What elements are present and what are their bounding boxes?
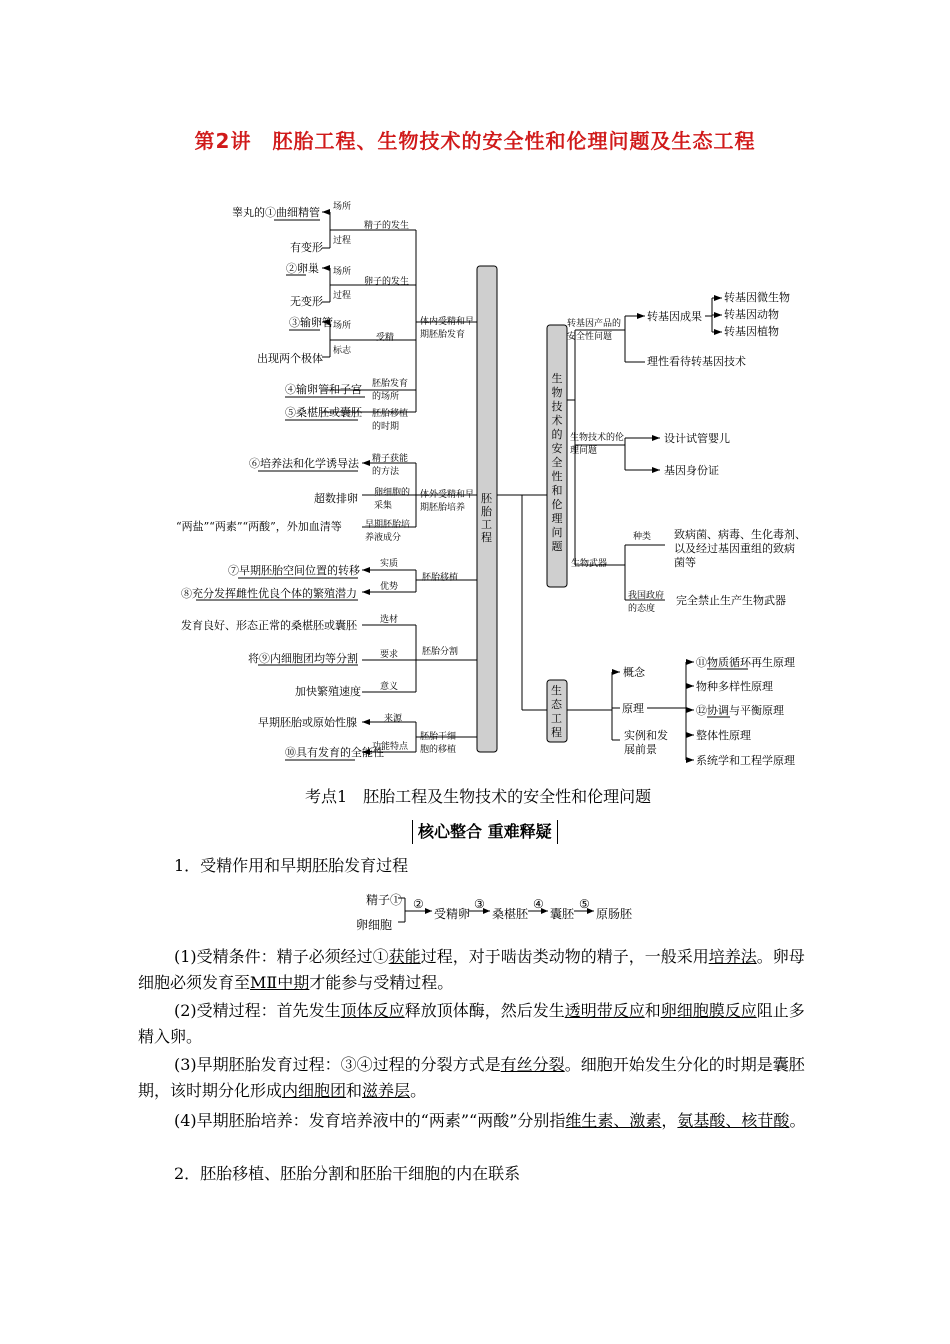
flow-step-3: ③ (474, 897, 485, 911)
subheading-2: 2．胚胎移植、胚胎分割和胚胎干细胞的内在联系 (174, 1164, 521, 1183)
eco-item: 整体性原理 (696, 729, 751, 742)
paragraph-3: (3)早期胚胎发育过程：③④过程的分裂方式是有丝分裂。细胞开始发生分化的时期是囊胚期，该时期分化形成内细胞团和滋养层。 (138, 1055, 805, 1100)
weapon-kind-text: 致病菌、病毒、生化毒剂、 (674, 528, 806, 541)
ethics-node: 生物技术的伦理问题 (570, 433, 625, 456)
leaf: 超数排卵 (314, 492, 358, 505)
leaf: 将⑨内细胞团均等分割 (248, 652, 358, 665)
section-banner (412, 820, 558, 844)
subheading-1: 1．受精作用和早期胚胎发育过程 (174, 856, 409, 875)
weapon-kind-text: 以及经过基因重组的致病 (674, 542, 795, 555)
paragraph-1: (1)受精条件：精子必须经过①获能过程，对于啮齿类动物的精子，一般采用培养法。卵母细胞必须发育至MⅡ中期才能参与受精过程。 (138, 947, 805, 992)
kaodian-heading: 考点1 胚胎工程及生物技术的安全性和伦理问题 (305, 787, 652, 806)
leaf: ④输卵管和子宫 (285, 383, 362, 396)
sub-node: 精子获能的方法 (372, 454, 409, 477)
leaf: 无变形 (290, 295, 323, 308)
leaf: 早期胚胎或原始性腺 (258, 716, 357, 729)
ethics-item: 设计试管婴儿 (664, 432, 730, 445)
flow-egg: 卵细胞 (356, 918, 393, 932)
group-label-stemcell: 胚胎干细胞的移植 (420, 732, 457, 755)
group-label-internal: 体内受精和早期胚胎发育 (420, 317, 475, 340)
flow-step-4: ④ (533, 897, 544, 911)
leaf: 睾丸的①曲细精管 (232, 206, 320, 219)
leaf: ⑥培养法和化学诱导法 (249, 457, 359, 470)
sub-node: 来源 (384, 714, 403, 724)
concept-map-lines (0, 190, 950, 770)
flow-zygote: 受精卵 (434, 907, 471, 921)
ethics-item: 基因身份证 (664, 464, 719, 477)
edge-label: 过程 (333, 236, 352, 246)
eco-concept: 概念 (623, 666, 645, 679)
edge-label: 过程 (333, 291, 352, 301)
paragraph-4: (4)早期胚胎培养：发育培养液中的“两素”“两酸”分别指维生素、激素，氨基酸、核苷酸。 (174, 1111, 806, 1130)
eco-item: ⑪物质循环再生原理 (696, 656, 795, 669)
sub-node: 实质 (380, 559, 399, 569)
flow-sperm: 精子① (366, 893, 403, 907)
leaf: “两盐”“两素”“两酸”，外加血清等 (176, 520, 342, 533)
section-banner-label: 核心整合 重难释疑 (418, 822, 552, 841)
sub-node: 优势 (380, 582, 399, 592)
weapon-kind-text: 菌等 (674, 556, 696, 569)
sub-node: 要求 (380, 650, 399, 660)
group-label-transfer: 胚胎移植 (422, 573, 459, 583)
gm-item: 转基因植物 (724, 325, 779, 338)
leaf: ③输卵管 (289, 316, 333, 329)
eco-cases: 实例和发展前景 (624, 729, 668, 756)
leaf: 加快繁殖速度 (295, 685, 361, 698)
eco-item: 物种多样性原理 (696, 680, 773, 693)
flow-blastocyst: 囊胚 (550, 907, 575, 921)
weapon-attitude-text: 完全禁止生产生物武器 (676, 594, 786, 607)
sub-node: 受精 (376, 333, 395, 343)
gm-item: 转基因微生物 (724, 291, 790, 304)
group-label-division: 胚胎分割 (422, 647, 459, 657)
flow-step-5: ⑤ (579, 897, 590, 911)
sub-node: 胚胎发育的场所 (372, 379, 409, 402)
leaf: ⑩具有发育的全能性 (285, 746, 384, 759)
leaf: ⑤桑椹胚或囊胚 (285, 406, 362, 419)
flow-morula: 桑椹胚 (492, 907, 529, 921)
gm-item: 转基因动物 (724, 308, 779, 321)
weapon-kind-label: 种类 (633, 532, 652, 542)
leaf: 发育良好、形态正常的桑椹胚或囊胚 (181, 619, 357, 632)
gm-result-node: 转基因成果 (647, 310, 702, 323)
gm-rational: 理性看待转基因技术 (647, 355, 746, 368)
sub-node: 卵细胞的采集 (374, 488, 411, 511)
edge-label: 场所 (333, 267, 352, 277)
page-title: 第2讲 胚胎工程、生物技术的安全性和伦理问题及生态工程 (194, 129, 756, 153)
leaf: ⑧充分发挥雌性优良个体的繁殖潜力 (181, 587, 357, 600)
leaf: ⑦早期胚胎空间位置的转移 (228, 564, 360, 577)
sub-node: 意义 (380, 682, 399, 692)
sub-node: 胚胎移植的时期 (372, 409, 409, 432)
weapon-node: 生物武器 (571, 559, 608, 569)
sub-node: 精子的发生 (364, 221, 410, 231)
group-label-external: 体外受精和早期胚胎培养 (420, 490, 475, 513)
sub-node: 早期胚胎培养液成分 (365, 520, 411, 543)
weapon-attitude-label: 我国政府的态度 (628, 591, 665, 614)
sub-node: 功能特点 (372, 742, 409, 752)
leaf: ②卵巢 (286, 262, 319, 275)
eco-box-label: 生态工程 (551, 684, 562, 739)
edge-label: 场所 (333, 202, 352, 212)
leaf: 有变形 (290, 241, 323, 254)
eco-principle: 原理 (622, 702, 644, 715)
flow-gastrula: 原肠胚 (596, 907, 633, 921)
edge-label: 标志 (333, 346, 352, 356)
edge-label: 场所 (333, 321, 352, 331)
gm-safety-node: 转基因产品的安全性问题 (567, 319, 622, 342)
leaf: 出现两个极体 (257, 352, 323, 365)
sub-node: 卵子的发生 (364, 277, 410, 287)
eco-item: ⑫协调与平衡原理 (696, 704, 784, 717)
paragraph-2: (2)受精过程：首先发生顶体反应释放顶体酶，然后发生透明带反应和卵细胞膜反应阻止多精入卵。 (138, 1001, 805, 1046)
safety-box-label: 生物技术的安全性和伦理问题 (551, 372, 563, 553)
eco-item: 系统学和工程学原理 (696, 754, 795, 767)
central-box-label: 胚胎工程 (481, 492, 492, 544)
flow-step-2: ② (413, 897, 424, 911)
sub-node: 选材 (380, 615, 399, 625)
